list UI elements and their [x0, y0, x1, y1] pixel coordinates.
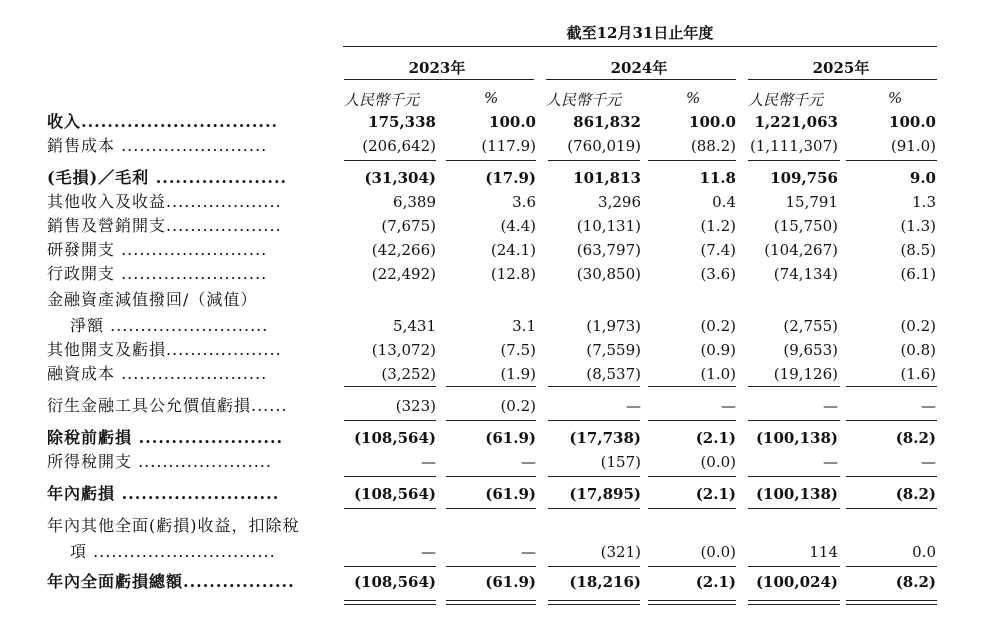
table-row: [0, 426, 1000, 450]
subtotal-rule: [548, 566, 640, 567]
row-value: (1.3): [900, 217, 936, 235]
subtotal-rule: [446, 508, 536, 509]
row-value: (42,266): [371, 241, 436, 259]
subtotal-rule: [748, 420, 840, 421]
row-label: 其他收入及收益...................: [47, 192, 282, 211]
subtotal-rule: [548, 508, 640, 509]
row-value: (3,252): [381, 365, 436, 383]
subtotal-rule: [548, 386, 640, 387]
row-value: (2,755): [783, 317, 838, 335]
subtotal-rule: [648, 566, 736, 567]
row-value: (1,111,307): [749, 137, 838, 155]
row-value: (2.1): [695, 485, 736, 503]
subtotal-rule: [648, 160, 736, 161]
row-value: (8.2): [895, 573, 936, 591]
row-label: 收入..............................: [47, 112, 279, 131]
row-value: —: [921, 397, 936, 415]
table-row: [0, 394, 1000, 418]
row-value: (0.9): [700, 341, 736, 359]
subtotal-rule: [846, 420, 937, 421]
row-value: (7,559): [586, 341, 641, 359]
row-value: (100,024): [755, 573, 838, 591]
row-label: 銷售成本 ........................: [47, 136, 268, 155]
row-value: (1.0): [700, 365, 736, 383]
subtotal-rule: [748, 476, 840, 477]
row-value: (13,072): [371, 341, 436, 359]
table-row: [0, 570, 1000, 594]
subtotal-rule: [446, 420, 536, 421]
row-value: (104,267): [764, 241, 838, 259]
double-underline: [344, 600, 436, 605]
table-row: [0, 262, 1000, 286]
row-value: 0.0: [912, 543, 936, 561]
row-value: 3,296: [598, 193, 641, 211]
unit-currency-2024: 人民幣千元: [546, 91, 622, 109]
table-row: [0, 314, 1000, 338]
unit-percent-2023: %: [484, 89, 499, 107]
row-value: 100.0: [889, 113, 936, 131]
table-row: [0, 190, 1000, 214]
row-value: (0.2): [700, 317, 736, 335]
row-value: (2.1): [695, 573, 736, 591]
row-value: (1.2): [700, 217, 736, 235]
row-label: (毛損)／毛利 ....................: [47, 168, 288, 187]
subtotal-rule: [846, 386, 937, 387]
double-underline: [846, 600, 937, 605]
row-value: —: [626, 397, 641, 415]
table-row: [0, 482, 1000, 506]
row-value: 101,813: [573, 169, 641, 187]
row-value: 3.6: [512, 193, 536, 211]
subtotal-rule: [846, 508, 937, 509]
unit-currency-2023: 人民幣千元: [344, 91, 420, 109]
row-value: (0.2): [500, 397, 536, 415]
row-value: (321): [600, 543, 641, 561]
row-value: (323): [395, 397, 436, 415]
row-value: (206,642): [362, 137, 436, 155]
row-value: 6,389: [393, 193, 436, 211]
row-value: 109,756: [770, 169, 838, 187]
row-value: (7.5): [500, 341, 536, 359]
subtotal-rule: [548, 420, 640, 421]
row-value: —: [823, 397, 838, 415]
row-value: —: [521, 453, 536, 471]
year-header-2023: 2023年: [408, 59, 466, 77]
row-value: (17,738): [569, 429, 641, 447]
row-value: 5,431: [393, 317, 436, 335]
row-value: (6.1): [900, 265, 936, 283]
row-value: (22,492): [371, 265, 436, 283]
row-value: 114: [809, 543, 838, 561]
row-label: 融資成本 ........................: [47, 364, 268, 383]
row-value: (1.6): [900, 365, 936, 383]
period-header: 截至12月31日止年度: [566, 24, 714, 42]
row-value: (8,537): [586, 365, 641, 383]
row-value: (24.1): [490, 241, 536, 259]
subtotal-rule: [548, 476, 640, 477]
row-value: (100,138): [755, 429, 838, 447]
double-underline: [648, 600, 736, 605]
row-value: 3.1: [512, 317, 536, 335]
row-value: (157): [600, 453, 641, 471]
row-value: (117.9): [481, 137, 536, 155]
row-value: (31,304): [364, 169, 436, 187]
subtotal-rule: [648, 420, 736, 421]
row-value: (0.2): [900, 317, 936, 335]
subtotal-rule: [446, 566, 536, 567]
row-value: (10,131): [576, 217, 641, 235]
subtotal-rule: [648, 508, 736, 509]
row-value: (9,653): [783, 341, 838, 359]
table-row: [0, 362, 1000, 386]
row-value: (2.1): [695, 429, 736, 447]
row-value: (74,134): [773, 265, 838, 283]
row-value: (19,126): [773, 365, 838, 383]
row-value: 100.0: [689, 113, 736, 131]
subtotal-rule: [446, 476, 536, 477]
row-value: —: [421, 453, 436, 471]
row-value: (12.8): [490, 265, 536, 283]
table-row: [0, 338, 1000, 362]
table-row: [0, 134, 1000, 158]
row-value: —: [721, 397, 736, 415]
subtotal-rule: [344, 476, 436, 477]
subtotal-rule: [648, 386, 736, 387]
row-value: (15,750): [773, 217, 838, 235]
subtotal-rule: [446, 160, 536, 161]
row-value: (1.9): [500, 365, 536, 383]
row-value: 175,338: [368, 113, 436, 131]
row-value: —: [823, 453, 838, 471]
subtotal-rule: [648, 476, 736, 477]
unit-currency-2025: 人民幣千元: [748, 91, 824, 109]
double-underline: [748, 600, 840, 605]
subtotal-rule: [344, 420, 436, 421]
table-row: [0, 288, 1000, 312]
table-row: [0, 166, 1000, 190]
row-value: —: [921, 453, 936, 471]
row-value: (7,675): [381, 217, 436, 235]
subtotal-rule: [846, 566, 937, 567]
table-row: [0, 214, 1000, 238]
subtotal-rule: [846, 160, 937, 161]
row-value: —: [421, 543, 436, 561]
subtotal-rule: [748, 386, 840, 387]
double-underline: [548, 600, 640, 605]
row-value: (100,138): [755, 485, 838, 503]
row-label: 所得稅開支 ......................: [47, 452, 272, 471]
subtotal-rule: [344, 508, 436, 509]
row-label: 研發開支 ........................: [47, 240, 268, 259]
year-header-2024: 2024年: [610, 59, 668, 77]
row-label: 除稅前虧損 ......................: [47, 428, 284, 447]
year-rule-2023: [344, 79, 534, 80]
row-value: (17,895): [569, 485, 641, 503]
row-value: (30,850): [576, 265, 641, 283]
row-value: (8.5): [900, 241, 936, 259]
row-label: 銷售及營銷開支...................: [47, 216, 282, 235]
row-value: (61.9): [485, 485, 536, 503]
row-value: (18,216): [569, 573, 641, 591]
row-label: 年內全面虧損總額.................: [47, 572, 295, 591]
row-value: (108,564): [353, 485, 436, 503]
subtotal-rule: [344, 566, 436, 567]
period-rule: [343, 46, 937, 47]
row-label: 年內其他全面(虧損)收益，扣除稅: [47, 516, 300, 535]
row-value: (108,564): [353, 573, 436, 591]
subtotal-rule: [748, 508, 840, 509]
row-label: 其他開支及虧損...................: [47, 340, 282, 359]
row-value: 861,832: [573, 113, 641, 131]
row-label: 淨額 ..........................: [70, 316, 269, 335]
subtotal-rule: [344, 160, 436, 161]
row-label: 金融資產減值撥回/（減值）: [47, 290, 258, 309]
row-value: (0.8): [900, 341, 936, 359]
row-value: (1,973): [586, 317, 641, 335]
unit-percent-2024: %: [686, 89, 701, 107]
row-value: 11.8: [699, 169, 736, 187]
subtotal-rule: [846, 476, 937, 477]
unit-percent-2025: %: [888, 89, 903, 107]
row-value: (8.2): [895, 429, 936, 447]
row-value: 100.0: [489, 113, 536, 131]
subtotal-rule: [748, 160, 840, 161]
row-value: (88.2): [690, 137, 736, 155]
row-value: (4.4): [500, 217, 536, 235]
row-value: (63,797): [576, 241, 641, 259]
double-underline: [446, 600, 536, 605]
row-value: (61.9): [485, 573, 536, 591]
table-row: [0, 110, 1000, 134]
row-value: (0.0): [700, 453, 736, 471]
row-value: 9.0: [909, 169, 936, 187]
year-header-2025: 2025年: [812, 59, 870, 77]
table-row: [0, 450, 1000, 474]
subtotal-rule: [548, 160, 640, 161]
row-value: (3.6): [700, 265, 736, 283]
row-label: 衍生金融工具公允價值虧損......: [47, 396, 288, 415]
subtotal-rule: [748, 566, 840, 567]
table-row: [0, 238, 1000, 262]
year-rule-2024: [546, 79, 736, 80]
row-value: —: [521, 543, 536, 561]
table-row: [0, 514, 1000, 538]
row-value: (0.0): [700, 543, 736, 561]
subtotal-rule: [446, 386, 536, 387]
row-value: (91.0): [890, 137, 936, 155]
row-label: 項 ..............................: [70, 542, 276, 561]
row-value: 0.4: [712, 193, 736, 211]
table-row: [0, 540, 1000, 564]
row-value: (8.2): [895, 485, 936, 503]
row-label: 年內虧損 ........................: [47, 484, 280, 503]
subtotal-rule: [344, 386, 436, 387]
row-value: 1.3: [912, 193, 936, 211]
row-label: 行政開支 ........................: [47, 264, 268, 283]
row-value: (61.9): [485, 429, 536, 447]
row-value: 15,791: [785, 193, 838, 211]
row-value: (760,019): [567, 137, 641, 155]
year-rule-2025: [748, 79, 937, 80]
row-value: (17.9): [485, 169, 536, 187]
row-value: 1,221,063: [754, 113, 838, 131]
row-value: (108,564): [353, 429, 436, 447]
row-value: (7.4): [700, 241, 736, 259]
